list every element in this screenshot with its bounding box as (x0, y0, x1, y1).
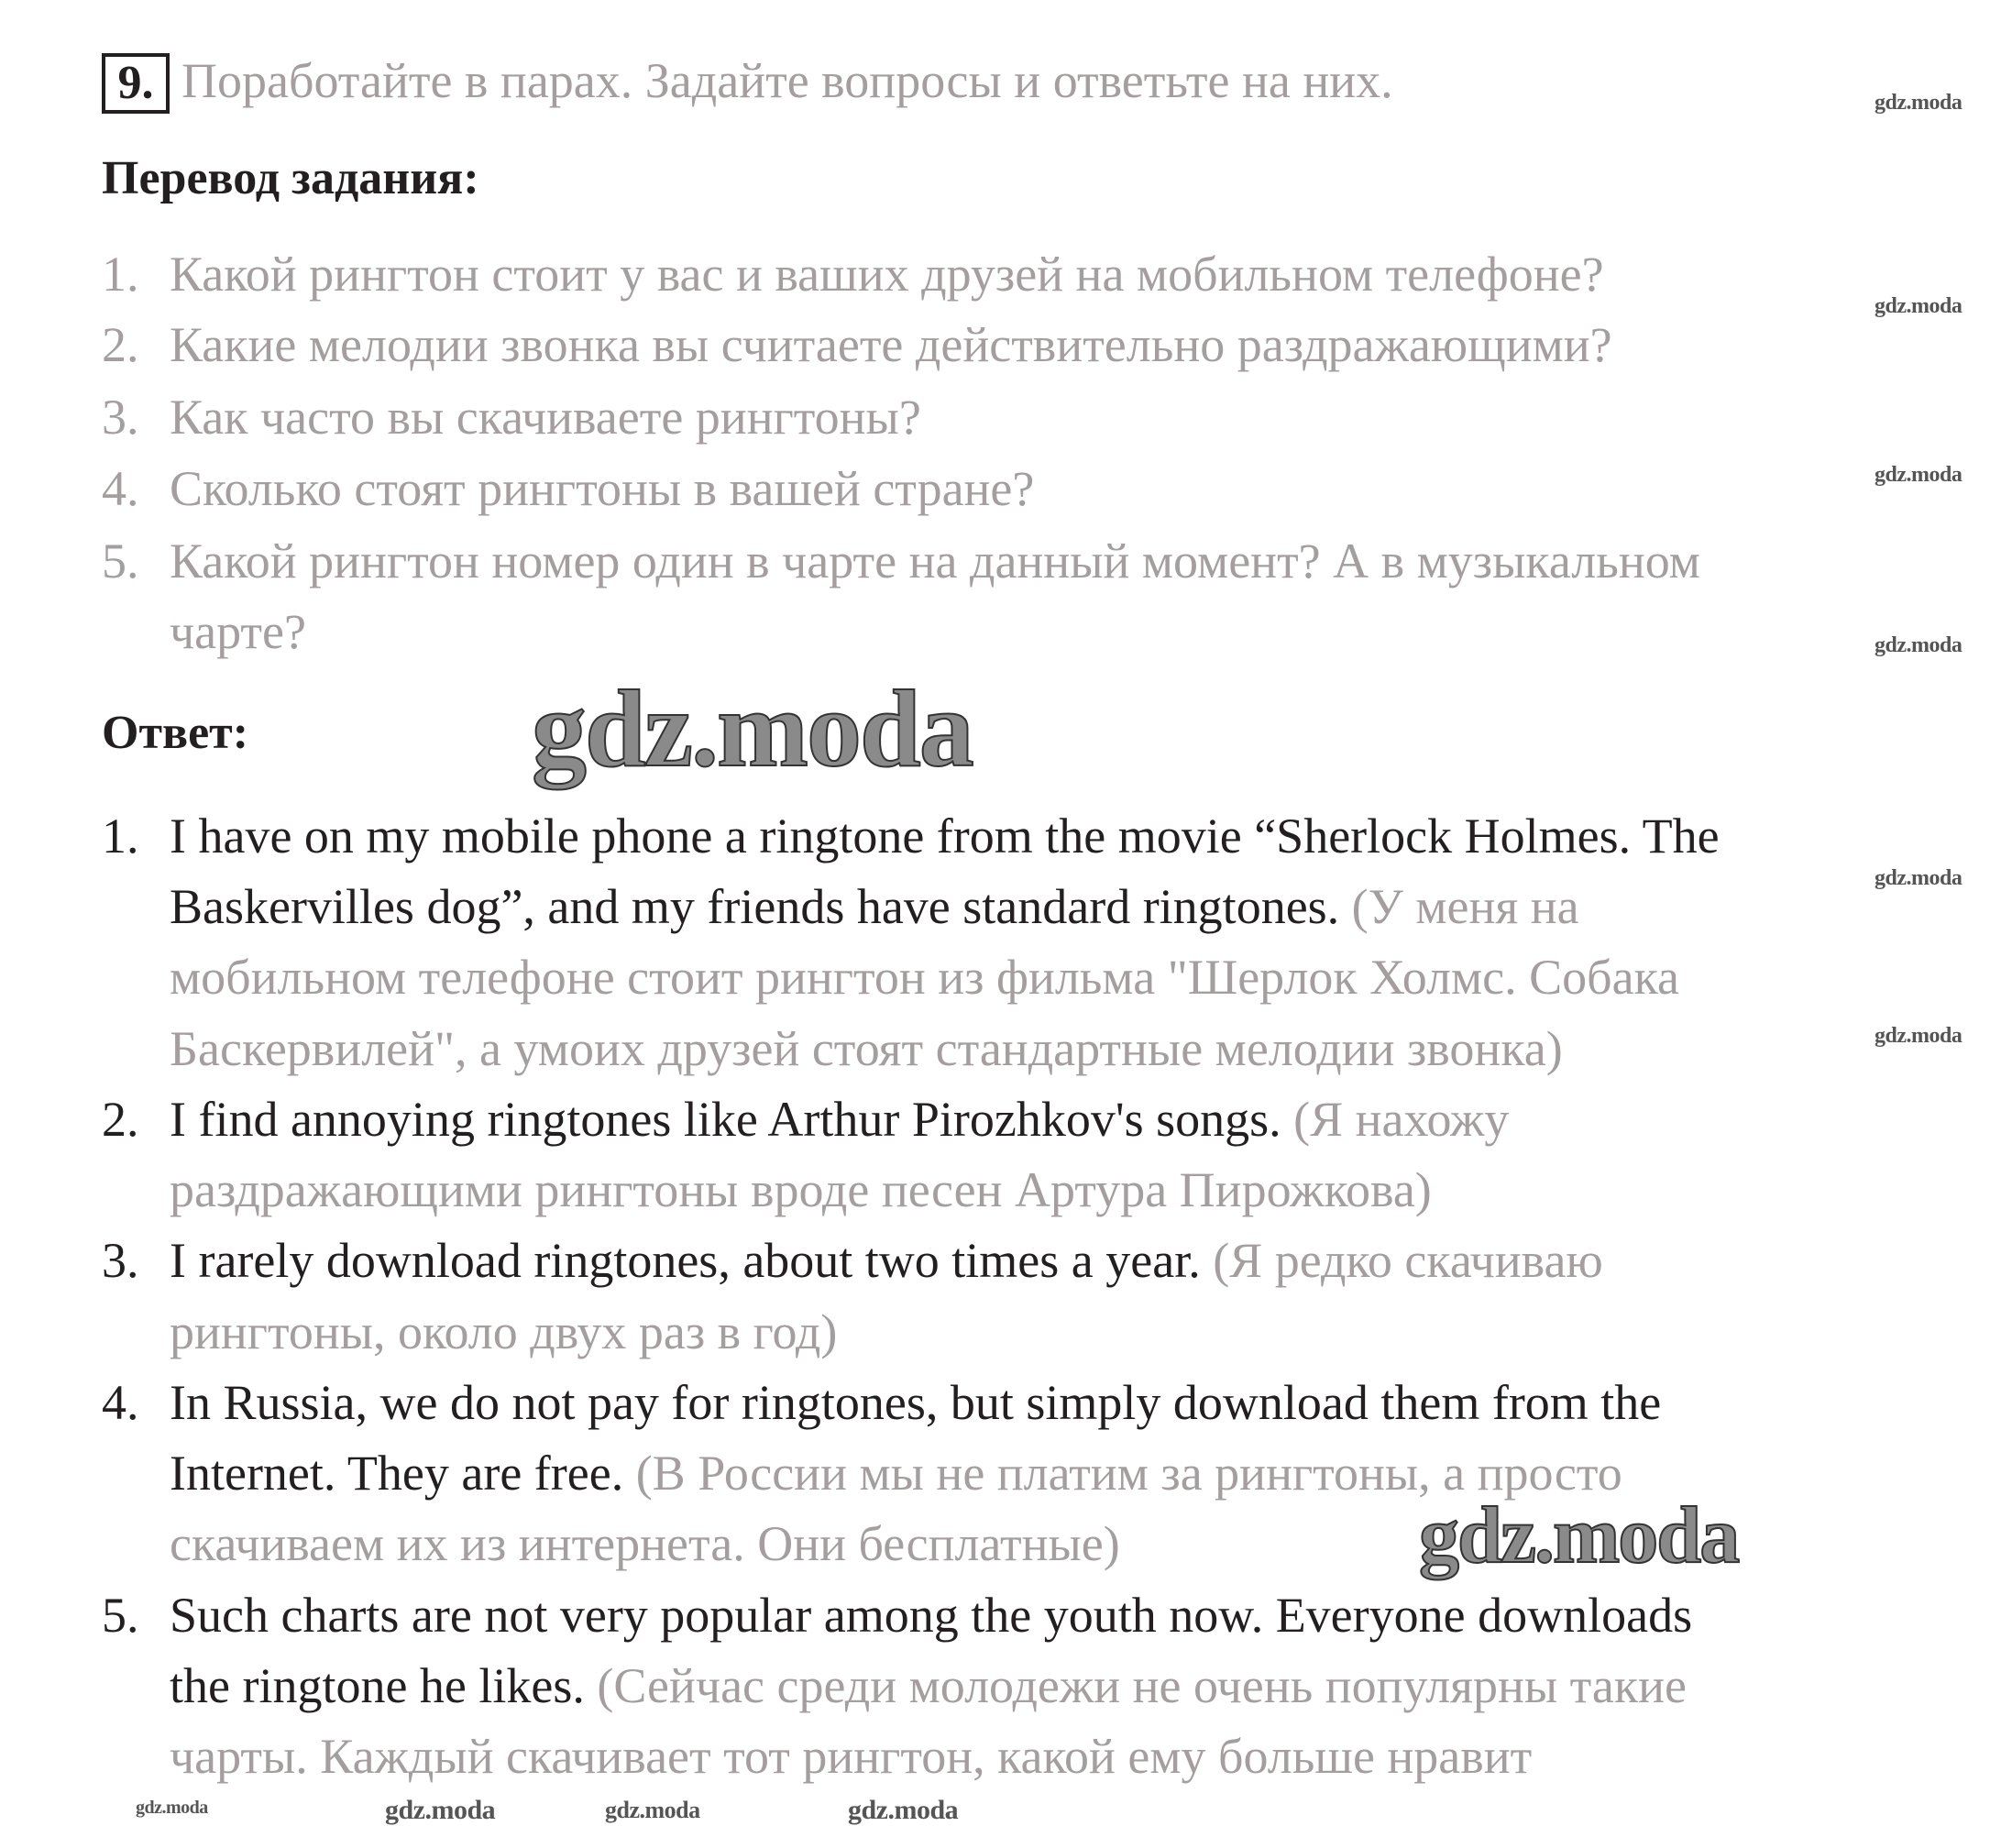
watermark: gdz.moda (605, 1797, 700, 1823)
answer-russian: раздражающими рингтоны вроде песен Артура Пирожкова) (170, 1162, 1432, 1217)
question-text: Какие мелодии звонка вы считаете действительно раздражающими? (170, 317, 1612, 372)
answer-russian: (У меня на (1339, 879, 1579, 934)
answer-line (170, 808, 1720, 864)
answer-english: I find annoying ringtones like Arthur Pirozhkov's songs. (170, 1092, 1281, 1147)
question-text: Какой рингтон стоит у вас и ваших друзей на мобильном телефоне? (170, 247, 1604, 302)
answer-line (170, 1445, 1622, 1502)
task-number-box: 9. (102, 53, 170, 114)
task-instruction: Поработайте в парах. Задайте вопросы и ответьте на них. (181, 53, 1393, 108)
answer-russian: рингтоны, около двух раз в год) (170, 1304, 838, 1359)
question-number: 1. (102, 247, 139, 302)
answer-russian: Баскервилей", а умоих друзей стоят стандартные мелодии звонка) (170, 1021, 1563, 1076)
watermark: gdz.moda (1875, 463, 1963, 487)
question-text: Сколько стоят рингтоны в вашей стране? (170, 461, 1035, 516)
answer-russian: (Я нахожу (1281, 1092, 1510, 1147)
watermark: gdz.moda (1875, 91, 1963, 115)
watermark: gdz.moda (136, 1798, 208, 1818)
question-text: Как часто вы скачиваете рингтоны? (170, 390, 921, 445)
answer-line (170, 1657, 1687, 1714)
watermark-large: gdz.moda (1419, 1491, 1739, 1580)
answer-heading: Ответ: (102, 707, 249, 759)
answer-line (170, 1587, 1692, 1644)
answer-english: Baskervilles dog”, and my friends have standard ringtones. (170, 879, 1340, 934)
answer-russian: скачиваем их из интернета. Они бесплатные) (170, 1516, 1120, 1571)
answer-english: In Russia, we do not pay for ringtones, but simply download them from the (170, 1375, 1662, 1430)
answer-russian: чарты. Каждый скачивает тот рингтон, какой ему больше нравит (170, 1729, 1533, 1784)
answer-english: Such charts are not very popular among the youth now. Everyone downloads (170, 1588, 1693, 1643)
watermark: gdz.moda (385, 1795, 496, 1825)
watermark-large: gdz.moda (532, 667, 973, 789)
question-number: 5. (102, 534, 139, 588)
answer-line (170, 1091, 1509, 1148)
answer-number: 4. (102, 1375, 139, 1430)
answer-number: 5. (102, 1588, 139, 1643)
answer-english: the ringtone he likes. (170, 1658, 585, 1713)
watermark: gdz.moda (1875, 633, 1963, 657)
question-number: 3. (102, 390, 139, 445)
watermark: gdz.moda (1875, 1024, 1963, 1048)
answer-number: 1. (102, 808, 139, 864)
watermark: gdz.moda (1875, 866, 1963, 890)
answer-russian: (В России мы не платим за рингтоны, а просто (623, 1446, 1622, 1501)
answer-number: 2. (102, 1092, 139, 1147)
answer-line (170, 1374, 1661, 1431)
answer-line (170, 1232, 1603, 1289)
question-number: 4. (102, 461, 139, 516)
answer-russian: (Я редко скачиваю (1200, 1233, 1603, 1288)
answer-number: 3. (102, 1233, 139, 1288)
question-number: 2. (102, 317, 139, 372)
answer-english: Internet. They are free. (170, 1446, 624, 1501)
answer-english: I rarely download ringtones, about two times a year. (170, 1233, 1201, 1288)
answer-line (170, 878, 1579, 935)
watermark: gdz.moda (848, 1795, 959, 1825)
answer-russian: (Сейчас среди молодежи не очень популярны такие (584, 1658, 1687, 1713)
watermark: gdz.moda (1875, 294, 1963, 318)
answer-english: I have on my mobile phone a ringtone from the movie “Sherlock Holmes. The (170, 808, 1720, 864)
translation-heading: Перевод задания: (102, 152, 479, 204)
question-text: Какой рингтон номер один в чарте на данный момент? А в музыкальном (170, 534, 1700, 588)
question-text: чарте? (170, 604, 306, 659)
answer-russian: мобильном телефоне стоит рингтон из фильма "Шерлок Холмс. Собака (170, 950, 1679, 1005)
